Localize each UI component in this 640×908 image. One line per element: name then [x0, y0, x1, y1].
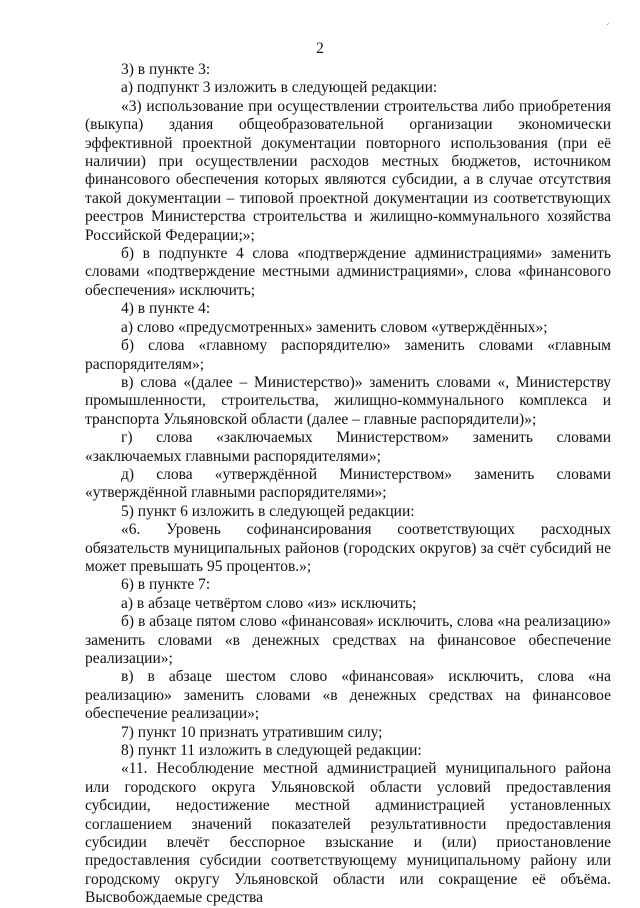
paragraph: 8) пункт 11 изложить в следующей редакции:: [121, 742, 422, 760]
paragraph: «3) использование при осуществлении строительства либо приобретения (выкупа) здания общеобразовательной организации экономически эффективной проектной документации повторного использования (при её наличии) при осуществлении расходов местных бюджетов, источником финансового обеспечения которых являются субсидии, а в случае отсутствия такой документации – типовой проектной документации из соответствующих реестров Министерства строительства и жилищно-коммунального хозяйства Российской Федерации;»;: [85, 97, 611, 244]
paragraph: г) слова «заключаемых Министерством» заменить словами «заключаемых главными распорядителями»;: [85, 429, 611, 465]
paragraph: «6. Уровень софинансирования соответствующих расходных обязательств муниципальных районов (городских округов) за счёт субсидий не может превышать 95 процентов.»;: [85, 521, 611, 575]
document-body: [85, 61, 611, 908]
paragraph: в) в абзаце шестом слово «финансовая» исключить, слова «на реализацию» заменить словами «в денежных средствах на финансовое обеспечение реализации»;: [85, 668, 611, 723]
paragraph: 3) в пункте 3:: [121, 61, 211, 78]
paragraph: в) слова «(далее – Министерство)» заменить словами «, Министерству промышленности, строительства, жилищно-коммунального комплекса и транспорта Ульяновской области (далее – главные распорядители)»;: [85, 373, 611, 428]
corner-mark: ´: [606, 22, 610, 34]
paragraph: «11. Несоблюдение местной администрацией муниципального района или городского округа Ульяновской области условий предоставления субсидии, недостижение местной администрацией установленных соглашением значений показателей результативности предоставления субсидии влечёт бесспорное взыскание и (или) приостановление предоставления субсидии соответствующему муниципальному району или городскому округу Ульяновской области или сокращение её объёма. Высвобождаемые средства: [85, 760, 611, 907]
paragraph: 5) пункт 6 изложить в следующей редакции:: [121, 502, 415, 520]
paragraph: 7) пункт 10 признать утратившим силу;: [121, 723, 383, 741]
paragraph: а) слово «предусмотренных» заменить словом «утверждённых»;: [121, 318, 548, 336]
paragraph: д) слова «утверждённой Министерством» заменить словами «утверждённой главными распорядителями»;: [85, 465, 611, 502]
page-number: 2: [316, 40, 324, 57]
paragraph: б) в подпункте 4 слова «подтверждение администрациями» заменить словами «подтверждение местными администрациями», слова «финансового обеспечения» исключить;: [85, 245, 611, 299]
paragraph: а) подпункт 3 изложить в следующей редакции:: [121, 79, 438, 97]
paragraph: а) в абзаце четвёртом слово «из» исключить;: [121, 594, 417, 612]
paragraph: 4) в пункте 4:: [121, 300, 211, 318]
paragraph: б) в абзаце пятом слово «финансовая» исключить, слова «на реализацию» заменить словами «в денежных средствах на финансовое обеспечение реализации»;: [85, 613, 611, 667]
paragraph: 6) в пункте 7:: [121, 576, 211, 594]
paragraph: б) слова «главному распорядителю» заменить словами «главным распорядителям»;: [85, 337, 611, 373]
